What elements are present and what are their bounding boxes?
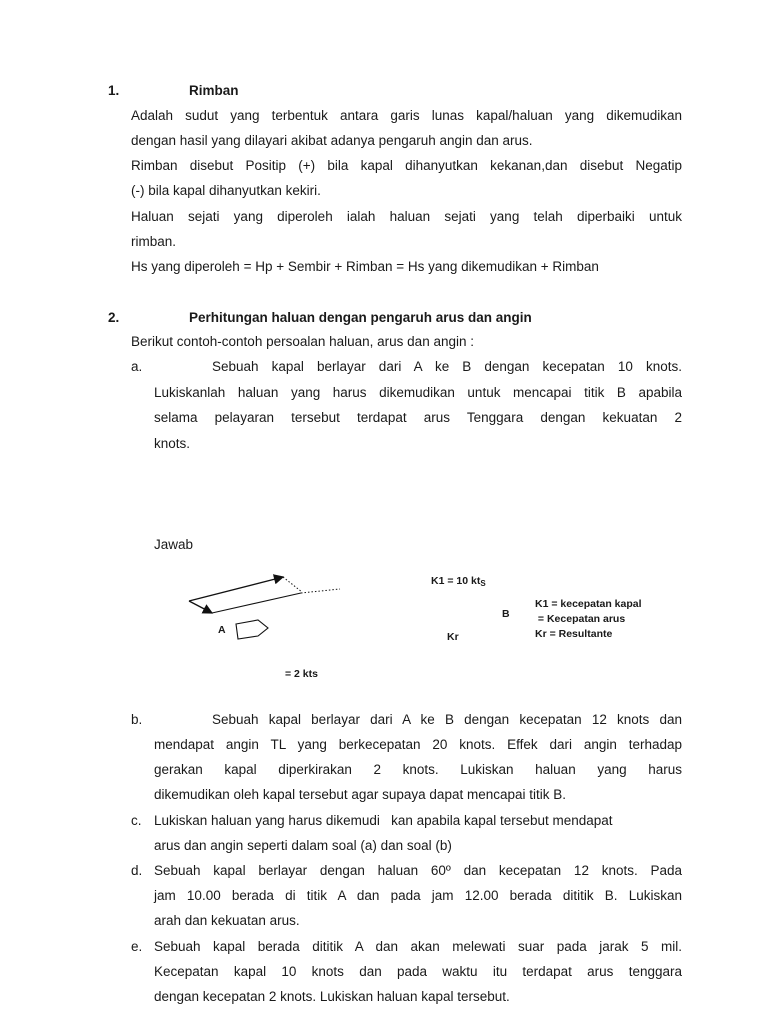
- item-d-line-1: Sebuah kapal berlayar dengan haluan 60º dan kecepatan 12 knots. Pada: [154, 863, 682, 878]
- item-b-label: b.: [131, 712, 143, 727]
- section-1-line-4: (-) bila kapal dihanyutkan kekiri.: [131, 183, 321, 198]
- section-2-intro: Berikut contoh-contoh persoalan haluan, arus dan angin :: [131, 334, 474, 349]
- legend-kr: Kr = Resultante: [535, 628, 613, 640]
- item-e-line-2: Kecepatan kapal 10 knots dan pada waktu itu terdapat arus tenggara: [154, 964, 682, 979]
- ship-shape: [236, 620, 268, 639]
- section-1-line-1: Adalah sudut yang terbentuk antara garis lunas kapal/haluan yang dikemudikan: [131, 108, 682, 123]
- item-a-line-2: Lukiskanlah haluan yang harus dikemudikan untuk mencapai titik B apabila: [154, 385, 682, 400]
- item-b-line-2: mendapat angin TL yang berkecepatan 20 knots. Effek dari angin terhadap: [154, 737, 682, 752]
- item-a-line-4: knots.: [154, 436, 191, 451]
- section-1-line-3: Rimban disebut Positip (+) bila kapal dihanyutkan kekanan,dan disebut Negatip: [131, 158, 682, 173]
- item-b-line-1: Sebuah kapal berlayar dari A ke B dengan kecepatan 12 knots dan: [212, 712, 682, 727]
- current-vector-arrow: [189, 601, 212, 613]
- dotted-extension: [301, 589, 340, 593]
- section-1-line-6: rimban.: [131, 234, 177, 249]
- item-e-line-1: Sebuah kapal berada dititik A dan akan melewati suar pada jarak 5 mil.: [154, 939, 682, 954]
- item-d-line-2: jam 10.00 berada di titik A dan pada jam 12.00 berada dititik B. Lukiskan: [154, 888, 682, 903]
- answer-label: Jawab: [154, 537, 194, 552]
- item-c-line-1: Lukiskan haluan yang harus dikemudi kan apabila kapal tersebut mendapat: [154, 813, 613, 828]
- section-1-line-5: Haluan sejati yang diperoleh ialah haluan sejati yang telah diperbaiki untuk: [131, 209, 682, 224]
- section-2-number: 2.: [108, 310, 120, 325]
- section-1-number: 1.: [108, 83, 120, 98]
- item-e-line-3: dengan kecepatan 2 knots. Lukiskan haluan kapal tersebut.: [154, 989, 510, 1004]
- item-a-label: a.: [131, 359, 143, 374]
- dotted-connector: [283, 577, 302, 592]
- k1-label: K1 = 10 ktS: [431, 575, 486, 588]
- item-d-label: d.: [131, 863, 143, 878]
- point-a-label: A: [218, 624, 226, 636]
- item-b-line-4: dikemudikan oleh kapal tersebut agar supaya dapat mencapai titik B.: [154, 787, 567, 802]
- section-1-title: Rimban: [189, 83, 239, 98]
- resultant-line: [212, 593, 301, 613]
- current-speed-label: = 2 kts: [285, 668, 318, 680]
- legend-k1: K1 = kecepatan kapal: [535, 598, 642, 610]
- item-a-line-1: Sebuah kapal berlayar dari A ke B dengan kecepatan 10 knots.: [212, 359, 682, 374]
- item-a-line-3: selama pelayaran tersebut terdapat arus Tenggara dengan kekuatan 2: [154, 410, 682, 425]
- section-1-line-2: dengan hasil yang dilayari akibat adanya pengaruh angin dan arus.: [131, 133, 533, 148]
- section-2-title: Perhitungan haluan dengan pengaruh arus dan angin: [189, 310, 532, 325]
- item-c-label: c.: [131, 813, 142, 828]
- point-b-label: B: [502, 608, 510, 620]
- legend-current: = Kecepatan arus: [535, 613, 626, 625]
- item-c-line-2: arus dan angin seperti dalam soal (a) dan soal (b): [154, 838, 452, 853]
- item-b-line-3: gerakan kapal diperkirakan 2 knots. Lukiskan haluan yang harus: [154, 762, 682, 777]
- k1-vector-arrow: [189, 577, 283, 601]
- kr-label: Kr: [447, 631, 459, 643]
- item-e-label: e.: [131, 939, 143, 954]
- section-1-formula: Hs yang diperoleh = Hp + Sembir + Rimban = Hs yang dikemudikan + Rimban: [131, 259, 599, 274]
- item-d-line-3: arah dan kekuatan arus.: [154, 913, 300, 928]
